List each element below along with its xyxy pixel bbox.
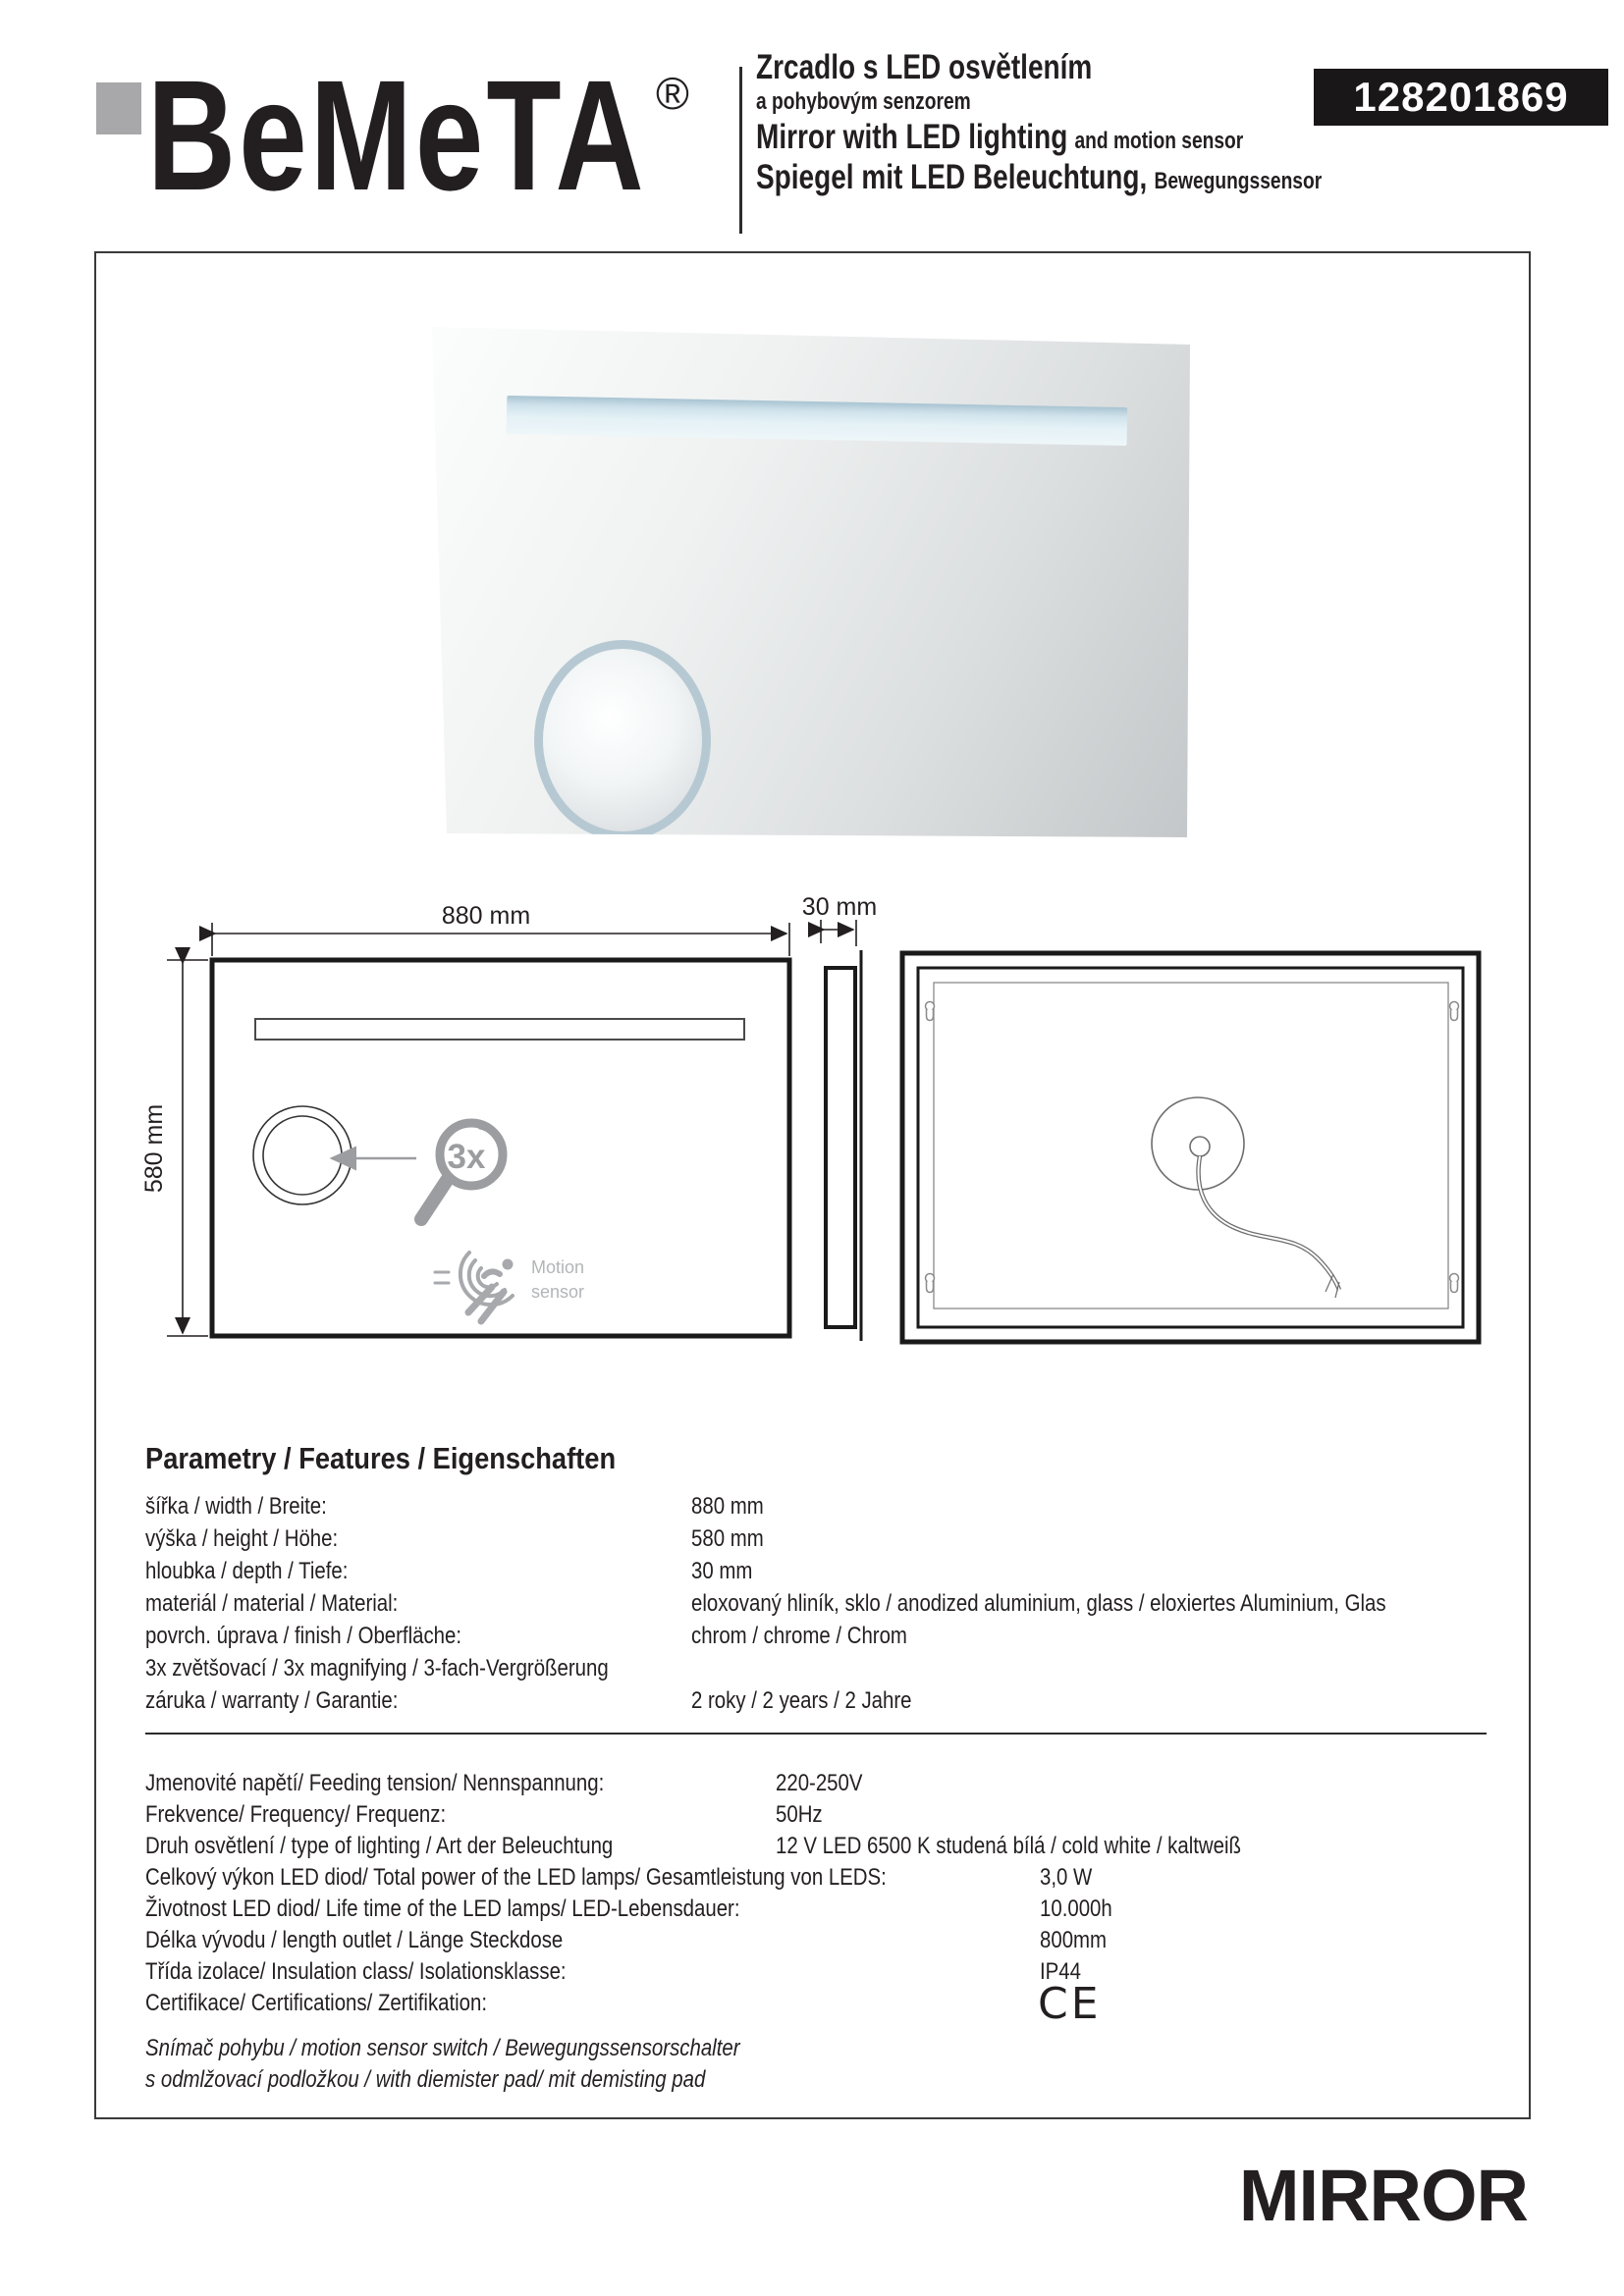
motion-sensor-label-line2: sensor <box>531 1282 585 1302</box>
table-row <box>145 1957 1490 1989</box>
spec-value: IP44 <box>1040 1958 1081 1985</box>
height-dimension-label: 580 mm <box>140 1103 168 1194</box>
param-value: 580 mm <box>691 1525 764 1552</box>
param-value: 30 mm <box>691 1558 753 1584</box>
table-row <box>145 1769 1490 1800</box>
note-motion-sensor: Snímač pohybu / motion sensor switch / Bewegungssensorschalter <box>145 2035 740 2061</box>
product-code: 128201869 <box>1353 74 1569 120</box>
depth-dimension-label: 30 mm <box>801 893 878 921</box>
spec-label: Délka vývodu / length outlet / Länge Steckdose <box>145 1927 564 1953</box>
table-row <box>145 1654 1490 1686</box>
table-row <box>145 1895 1490 1926</box>
table-row <box>145 1832 1490 1863</box>
registered-trademark-icon: ® <box>656 68 689 119</box>
title-czech: Zrcadlo s LED osvětlením <box>756 48 1093 86</box>
param-value: 880 mm <box>691 1493 764 1520</box>
table-row <box>145 1557 1490 1589</box>
param-value: eloxovaný hliník, sklo / anodized aluminium, glass / eloxiertes Aluminium, Glas <box>691 1590 1386 1617</box>
param-label: hloubka / depth / Tiefe: <box>145 1558 349 1584</box>
param-label: materiál / material / Material: <box>145 1590 399 1617</box>
table-row <box>145 1589 1490 1622</box>
spec-value: 10.000h <box>1040 1896 1112 1922</box>
spec-label: Frekvence/ Frequency/ Frequenz: <box>145 1801 447 1828</box>
spec-label: Celkový výkon LED diod/ Total power of the LED lamps/ Gesamtleistung von LEDS: <box>145 1864 887 1891</box>
table-row <box>145 1686 1490 1719</box>
spec-value: 3,0 W <box>1040 1864 1093 1891</box>
param-label: výška / height / Höhe: <box>145 1525 339 1552</box>
spec-notes <box>145 2034 1490 2097</box>
title-german: Spiegel mit LED Beleuchtung, <box>756 158 1148 196</box>
subtitle-german: Bewegungssensor <box>1154 168 1323 194</box>
param-label: šířka / width / Breite: <box>145 1493 327 1520</box>
spec-value: 800mm <box>1040 1927 1108 1953</box>
led-light-strip <box>507 396 1128 446</box>
spec-label: Druh osvětlení / type of lighting / Art der Beleuchtung <box>145 1833 614 1859</box>
product-code-badge <box>1314 69 1608 126</box>
table-row <box>145 1622 1490 1654</box>
title-english: Mirror with LED lighting <box>756 118 1068 156</box>
ce-mark: CE <box>1038 1979 1102 2029</box>
width-dimension-label: 880 mm <box>441 902 531 930</box>
param-value: chrom / chrome / Chrom <box>691 1623 907 1649</box>
section-divider <box>145 1733 1487 1735</box>
table-row <box>145 1863 1490 1895</box>
spec-value: 220-250V <box>776 1770 863 1796</box>
product-photo <box>432 324 1191 838</box>
table-row <box>145 1524 1490 1557</box>
subtitle-english: and motion sensor <box>1074 128 1244 154</box>
subtitle-czech: a pohybovým senzorem <box>756 88 971 115</box>
parameters-heading: Parametry / Features / Eigenschaften <box>145 1441 617 1475</box>
specs-table <box>145 1769 1490 2097</box>
spec-label: Třída izolace/ Insulation class/ Isolationsklasse: <box>145 1958 567 1985</box>
param-label: záruka / warranty / Garantie: <box>145 1687 399 1714</box>
table-row <box>145 1492 1490 1524</box>
table-row <box>145 1800 1490 1832</box>
header-divider <box>739 67 742 234</box>
motion-sensor-label-line1: Motion <box>531 1257 585 1277</box>
spec-label: Certifikace/ Certifications/ Zertifikation: <box>145 1990 488 2016</box>
magnifying-mirror <box>534 640 711 840</box>
parameters-table <box>145 1492 1490 1719</box>
title-german-line <box>756 157 1323 197</box>
brand-logo: BeMeTA <box>147 47 647 223</box>
spec-value: 50Hz <box>776 1801 823 1828</box>
table-row <box>145 1989 1490 2020</box>
spec-label: Jmenovité napětí/ Feeding tension/ Nennspannung: <box>145 1770 605 1796</box>
spec-label: Životnost LED diod/ Life time of the LED lamps/ LED-Lebensdauer: <box>145 1896 740 1922</box>
param-label: povrch. úprava / finish / Oberfläche: <box>145 1623 462 1649</box>
spec-value: 12 V LED 6500 K studená bílá / cold white / kaltweiß <box>776 1833 1242 1859</box>
param-value: 2 roky / 2 years / 2 Jahre <box>691 1687 912 1714</box>
magnify-factor-label: 3x <box>447 1138 486 1176</box>
brand-square <box>96 82 141 134</box>
title-block <box>756 47 1323 197</box>
note-demisting-pad: s odmlžovací podložkou / with diemister pad/ mit demisting pad <box>145 2066 706 2093</box>
category-label: MIRROR <box>1238 2155 1528 2236</box>
param-label: 3x zvětšovací / 3x magnifying / 3-fach-Vergrößerung <box>145 1655 609 1682</box>
table-row <box>145 1926 1490 1957</box>
title-english-line <box>756 117 1306 157</box>
